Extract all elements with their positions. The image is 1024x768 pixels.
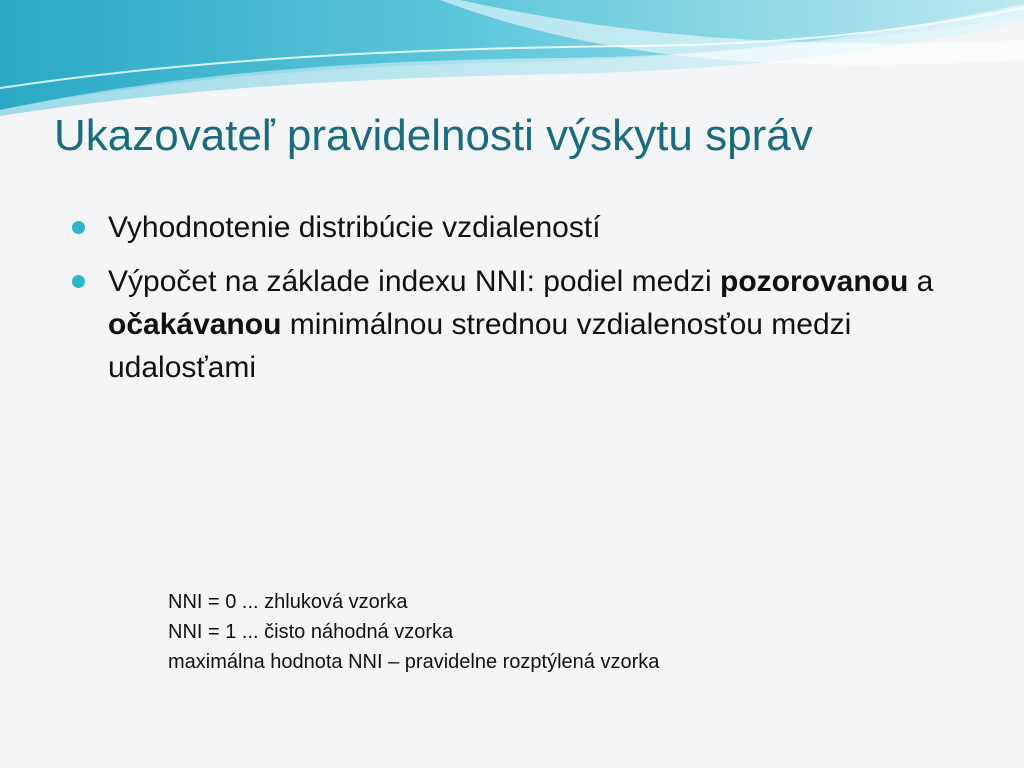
note-line: NNI = 1 ... čisto náhodná vzorka <box>168 621 454 643</box>
slide-title: Ukazovateľ pravidelnosti výskytu správ <box>54 111 813 160</box>
bullet-dot-icon <box>72 221 85 234</box>
bullet-text-part: a <box>908 265 934 298</box>
bullet-bold-term: očakávanou <box>108 308 282 341</box>
bullet-list <box>72 206 972 400</box>
bullet-item <box>72 206 972 249</box>
bullet-text-part: Výpočet na základe indexu NNI: podiel medzi <box>108 265 721 298</box>
note-line: NNI = 0 ... zhluková vzorka <box>168 591 408 613</box>
bullet-dot-icon <box>72 275 85 288</box>
bullet-text-part: minimálnou strednou vzdialenosťou medzi udalosťami <box>108 308 852 384</box>
note-line: maximálna hodnota NNI – pravidelne rozptýlená vzorka <box>168 651 660 673</box>
bullet-text: Vyhodnotenie distribúcie vzdialeností <box>108 211 601 244</box>
nni-notes <box>168 587 968 677</box>
bullet-bold-term: pozorovanou <box>720 265 909 298</box>
header-wave-decoration <box>0 0 1024 120</box>
bullet-item <box>72 260 972 389</box>
